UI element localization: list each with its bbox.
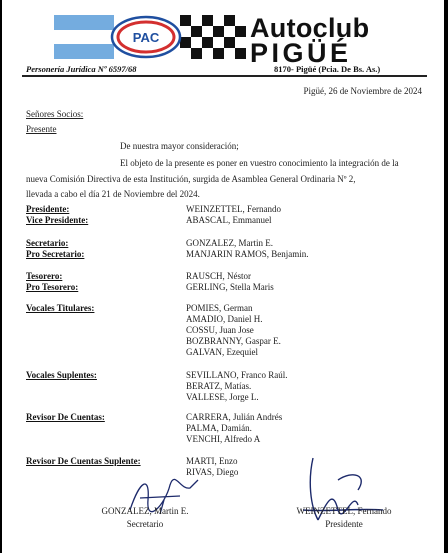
member-name: MARTI, Enzo — [186, 456, 238, 466]
member-name: COSSU, Juan Jose — [186, 325, 254, 335]
member-name: VENCHI, Alfredo A — [186, 434, 261, 444]
brand-name: Autoclub — [250, 13, 370, 43]
club-logo — [54, 15, 246, 59]
member-name: PALMA, Damián. — [186, 423, 252, 433]
member-name: POMIES, German — [186, 303, 253, 313]
salutation: Señores Socios: — [26, 109, 84, 119]
president-title: Presidente — [325, 519, 363, 529]
body-line-1: El objeto de la presente es poner en vuestro conocimiento la integración de la — [120, 158, 399, 168]
member-name: BOZBRANNY, Gaspar E. — [186, 336, 281, 346]
greeting: De nuestra mayor consideración; — [120, 141, 239, 151]
logo-text: PAC — [132, 30, 160, 45]
president-name: WEINZETTEL, Fernando — [296, 506, 392, 516]
member-name: CARRERA, Julián Andrés — [186, 412, 283, 422]
letter-page — [2, 0, 444, 553]
role-label: Vice Presidente: — [26, 215, 89, 225]
legal-registration: Personería Jurídica Nº 6597/68 — [26, 64, 137, 74]
club-address: 8170- Pigüé (Pcia. De Bs. As.) — [274, 64, 381, 74]
brand-city: PIGÜÉ — [250, 38, 352, 68]
member-name: ABASCAL, Emmanuel — [186, 215, 272, 225]
secretary-name: GONZALEZ, Martin E. — [101, 506, 189, 516]
secretary-title: Secretario — [126, 519, 164, 529]
member-name: BERATZ, Matías. — [186, 381, 252, 391]
letter-date: Pigüé, 26 de Noviembre de 2024 — [303, 86, 422, 96]
member-name: GONZALEZ, Martin E. — [186, 238, 273, 248]
body-line-2: nueva Comisión Directiva de esta Institución, surgida de Asamblea General Ordinaria Nº 2, — [26, 173, 356, 184]
presente-label: Presente — [26, 124, 57, 134]
role-label: Secretario: — [26, 238, 69, 248]
member-name: GALVAN, Ezequiel — [186, 347, 258, 357]
role-label: Vocales Titulares: — [26, 303, 95, 313]
member-name: GERLING, Stella Maris — [186, 282, 274, 292]
letter-body — [26, 156, 418, 203]
member-name: MANJARIN RAMOS, Benjamin. — [186, 249, 309, 259]
member-name: RIVAS, Diego — [186, 467, 239, 477]
member-name: RAUSCH, Néstor — [186, 271, 252, 281]
role-label: Pro Tesorero: — [26, 282, 79, 292]
role-label: Tesorero: — [26, 271, 63, 281]
body-line-3: llevada a cabo el día 21 de Noviembre del 2024. — [26, 189, 200, 199]
member-name: VALLESE, Jorge L. — [186, 392, 259, 402]
role-label: Presidente: — [26, 204, 70, 214]
role-label: Pro Secretario: — [26, 249, 85, 259]
role-label: Revisor De Cuentas Suplente: — [26, 456, 141, 466]
president-signature — [298, 450, 388, 530]
role-label: Revisor De Cuentas: — [26, 412, 105, 422]
member-name: AMADIO, Daniel H. — [186, 314, 263, 324]
header-rule — [22, 75, 427, 77]
member-name: SEVILLANO, Franco Raúl. — [186, 370, 288, 380]
member-name: WEINZETTEL, Fernando — [186, 204, 281, 214]
role-label: Vocales Suplentes: — [26, 370, 97, 380]
